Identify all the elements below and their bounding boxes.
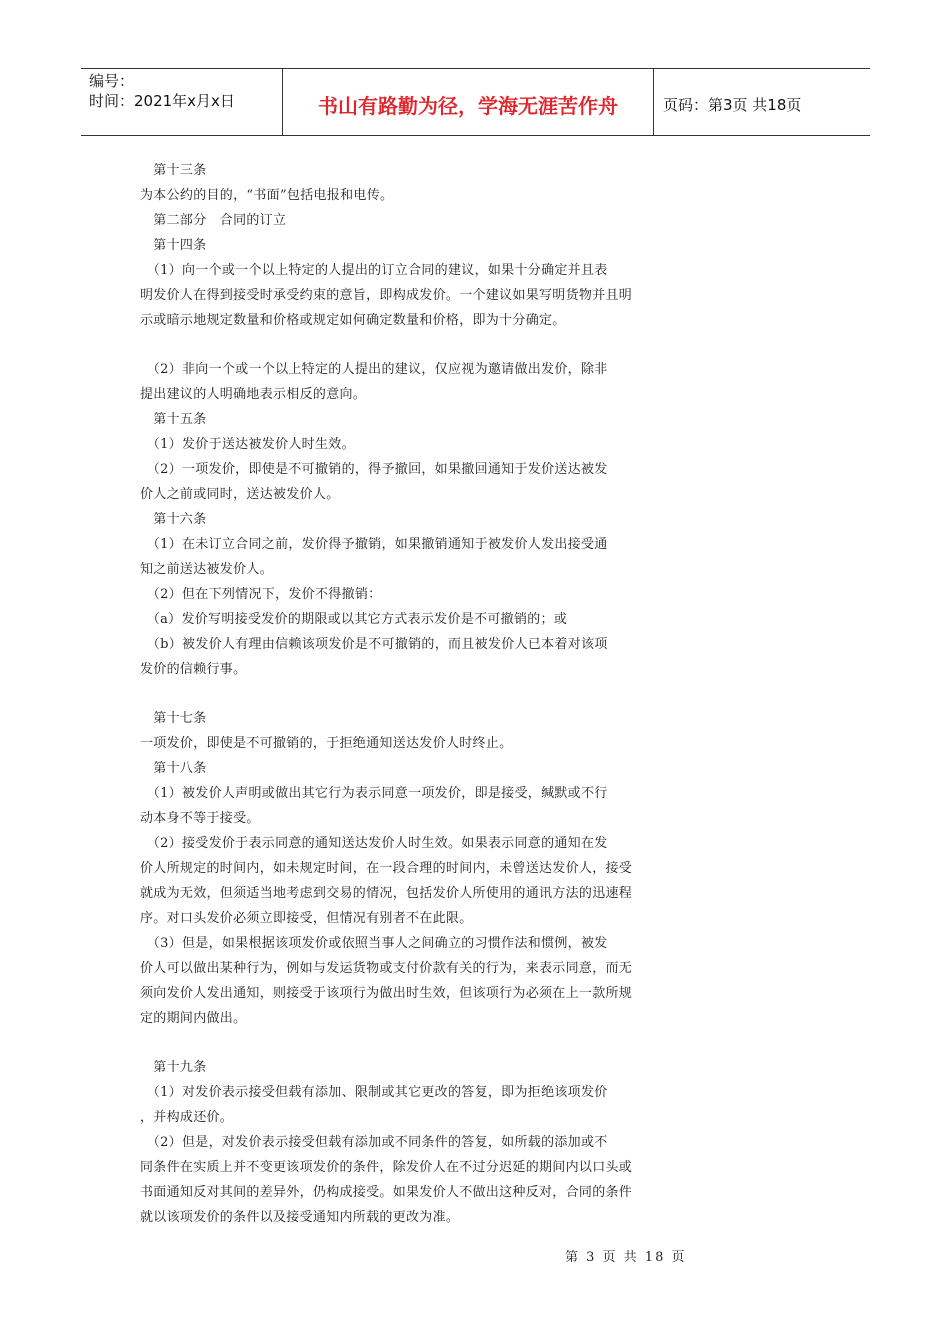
text-line: （b）被发价人有理由信赖该项发价是不可撤销的，而且被发价人已本着对该项 [140, 637, 608, 652]
text-line: （2）一项发价，即使是不可撤销的，得予撤回，如果撤回通知于发价送达被发 [140, 462, 608, 477]
header-page-info: 页码：第3页 共18页 [663, 95, 802, 114]
text-line: 价人可以做出某种行为，例如与发运货物或支付价款有关的行为，来表示同意，而无 [140, 961, 633, 976]
text-line: 价人所规定的时间内，如未规定时间，在一段合理的时间内，未曾送达发价人，接受 [140, 861, 633, 876]
text-line: 序。对口头发价必须立即接受，但情况有别者不在此限。 [140, 911, 473, 926]
page-footer: 第 3 页 共 18 页 [565, 1250, 687, 1265]
text-line: 第十九条 [140, 1060, 207, 1075]
text-line: 知之前送达被发价人。 [140, 562, 274, 577]
document-body [140, 158, 680, 1230]
text-line: 第十六条 [140, 512, 207, 527]
text-line: （1）被发价人声明或做出其它行为表示同意一项发价，即是接受，缄默或不行 [140, 786, 608, 801]
text-line: （2）但是，对发价表示接受但载有添加或不同条件的答复，如所载的添加或不 [140, 1135, 608, 1150]
text-line: （1）对发价表示接受但载有添加、限制或其它更改的答复，即为拒绝该项发价 [140, 1085, 608, 1100]
text-line: 书面通知反对其间的差异外，仍构成接受。如果发价人不做出这种反对，合同的条件 [140, 1185, 633, 1200]
text-line: 就以该项发价的条件以及接受通知内所载的更改为准。 [140, 1210, 460, 1225]
text-line: 明发价人在得到接受时承受约束的意旨，即构成发价。一个建议如果写明货物并且明 [140, 288, 633, 303]
document-number-label: 编号： [89, 72, 135, 90]
text-line: （1）在未订立合同之前，发价得予撤销，如果撤销通知于被发价人发出接受通 [140, 537, 608, 552]
page-header [81, 68, 870, 136]
text-line: ，并构成还价。 [140, 1110, 234, 1125]
text-line: 定的期间内做出。 [140, 1011, 247, 1026]
document-date: 时间：2021年x月x日 [89, 92, 235, 110]
text-line: （2）但在下列情况下，发价不得撤销： [140, 587, 382, 602]
text-line: 动本身不等于接受。 [140, 811, 260, 826]
text-line: 第十三条 [140, 163, 207, 178]
text-line: 第十四条 [140, 238, 207, 253]
header-motto: 书山有路勤为径，学海无涯苦作舟 [283, 69, 654, 135]
text-line: 第十八条 [140, 761, 207, 776]
text-line: （3）但是，如果根据该项发价或依照当事人之间确立的习惯作法和惯例，被发 [140, 936, 608, 951]
text-line: 示或暗示地规定数量和价格或规定如何确定数量和价格，即为十分确定。 [140, 313, 566, 328]
text-line: 须向发价人发出通知，则接受于该项行为做出时生效，但该项行为必须在上一款所规 [140, 986, 633, 1001]
text-line: 提出建议的人明确地表示相反的意向。 [140, 387, 367, 402]
text-line: （2）接受发价于表示同意的通知送达发价人时生效。如果表示同意的通知在发 [140, 836, 608, 851]
text-line: 发价的信赖行事。 [140, 662, 247, 677]
text-line: （1）向一个或一个以上特定的人提出的订立合同的建议，如果十分确定并且表 [140, 263, 608, 278]
text-line: 为本公约的目的，“书面”包括电报和电传。 [140, 188, 394, 203]
text-line: 第十七条 [140, 711, 207, 726]
text-line: 第十五条 [140, 412, 207, 427]
text-line: 同条件在实质上并不变更该项发价的条件，除发价人在不过分迟延的期间内以口头或 [140, 1160, 633, 1175]
text-line: （2）非向一个或一个以上特定的人提出的建议，仅应视为邀请做出发价，除非 [140, 362, 608, 377]
text-line: （1）发价于送达被发价人时生效。 [140, 437, 355, 452]
text-line: 就成为无效，但须适当地考虑到交易的情况，包括发价人所使用的通讯方法的迅速程 [140, 886, 633, 901]
text-line: 第二部分 合同的订立 [140, 213, 287, 228]
text-line: （a）发价写明接受发价的期限或以其它方式表示发价是不可撤销的；或 [140, 612, 568, 627]
text-line: 一项发价，即使是不可撤销的，于拒绝通知送达发价人时终止。 [140, 736, 513, 751]
header-meta [81, 69, 283, 135]
text-line: 价人之前或同时，送达被发价人。 [140, 487, 340, 502]
